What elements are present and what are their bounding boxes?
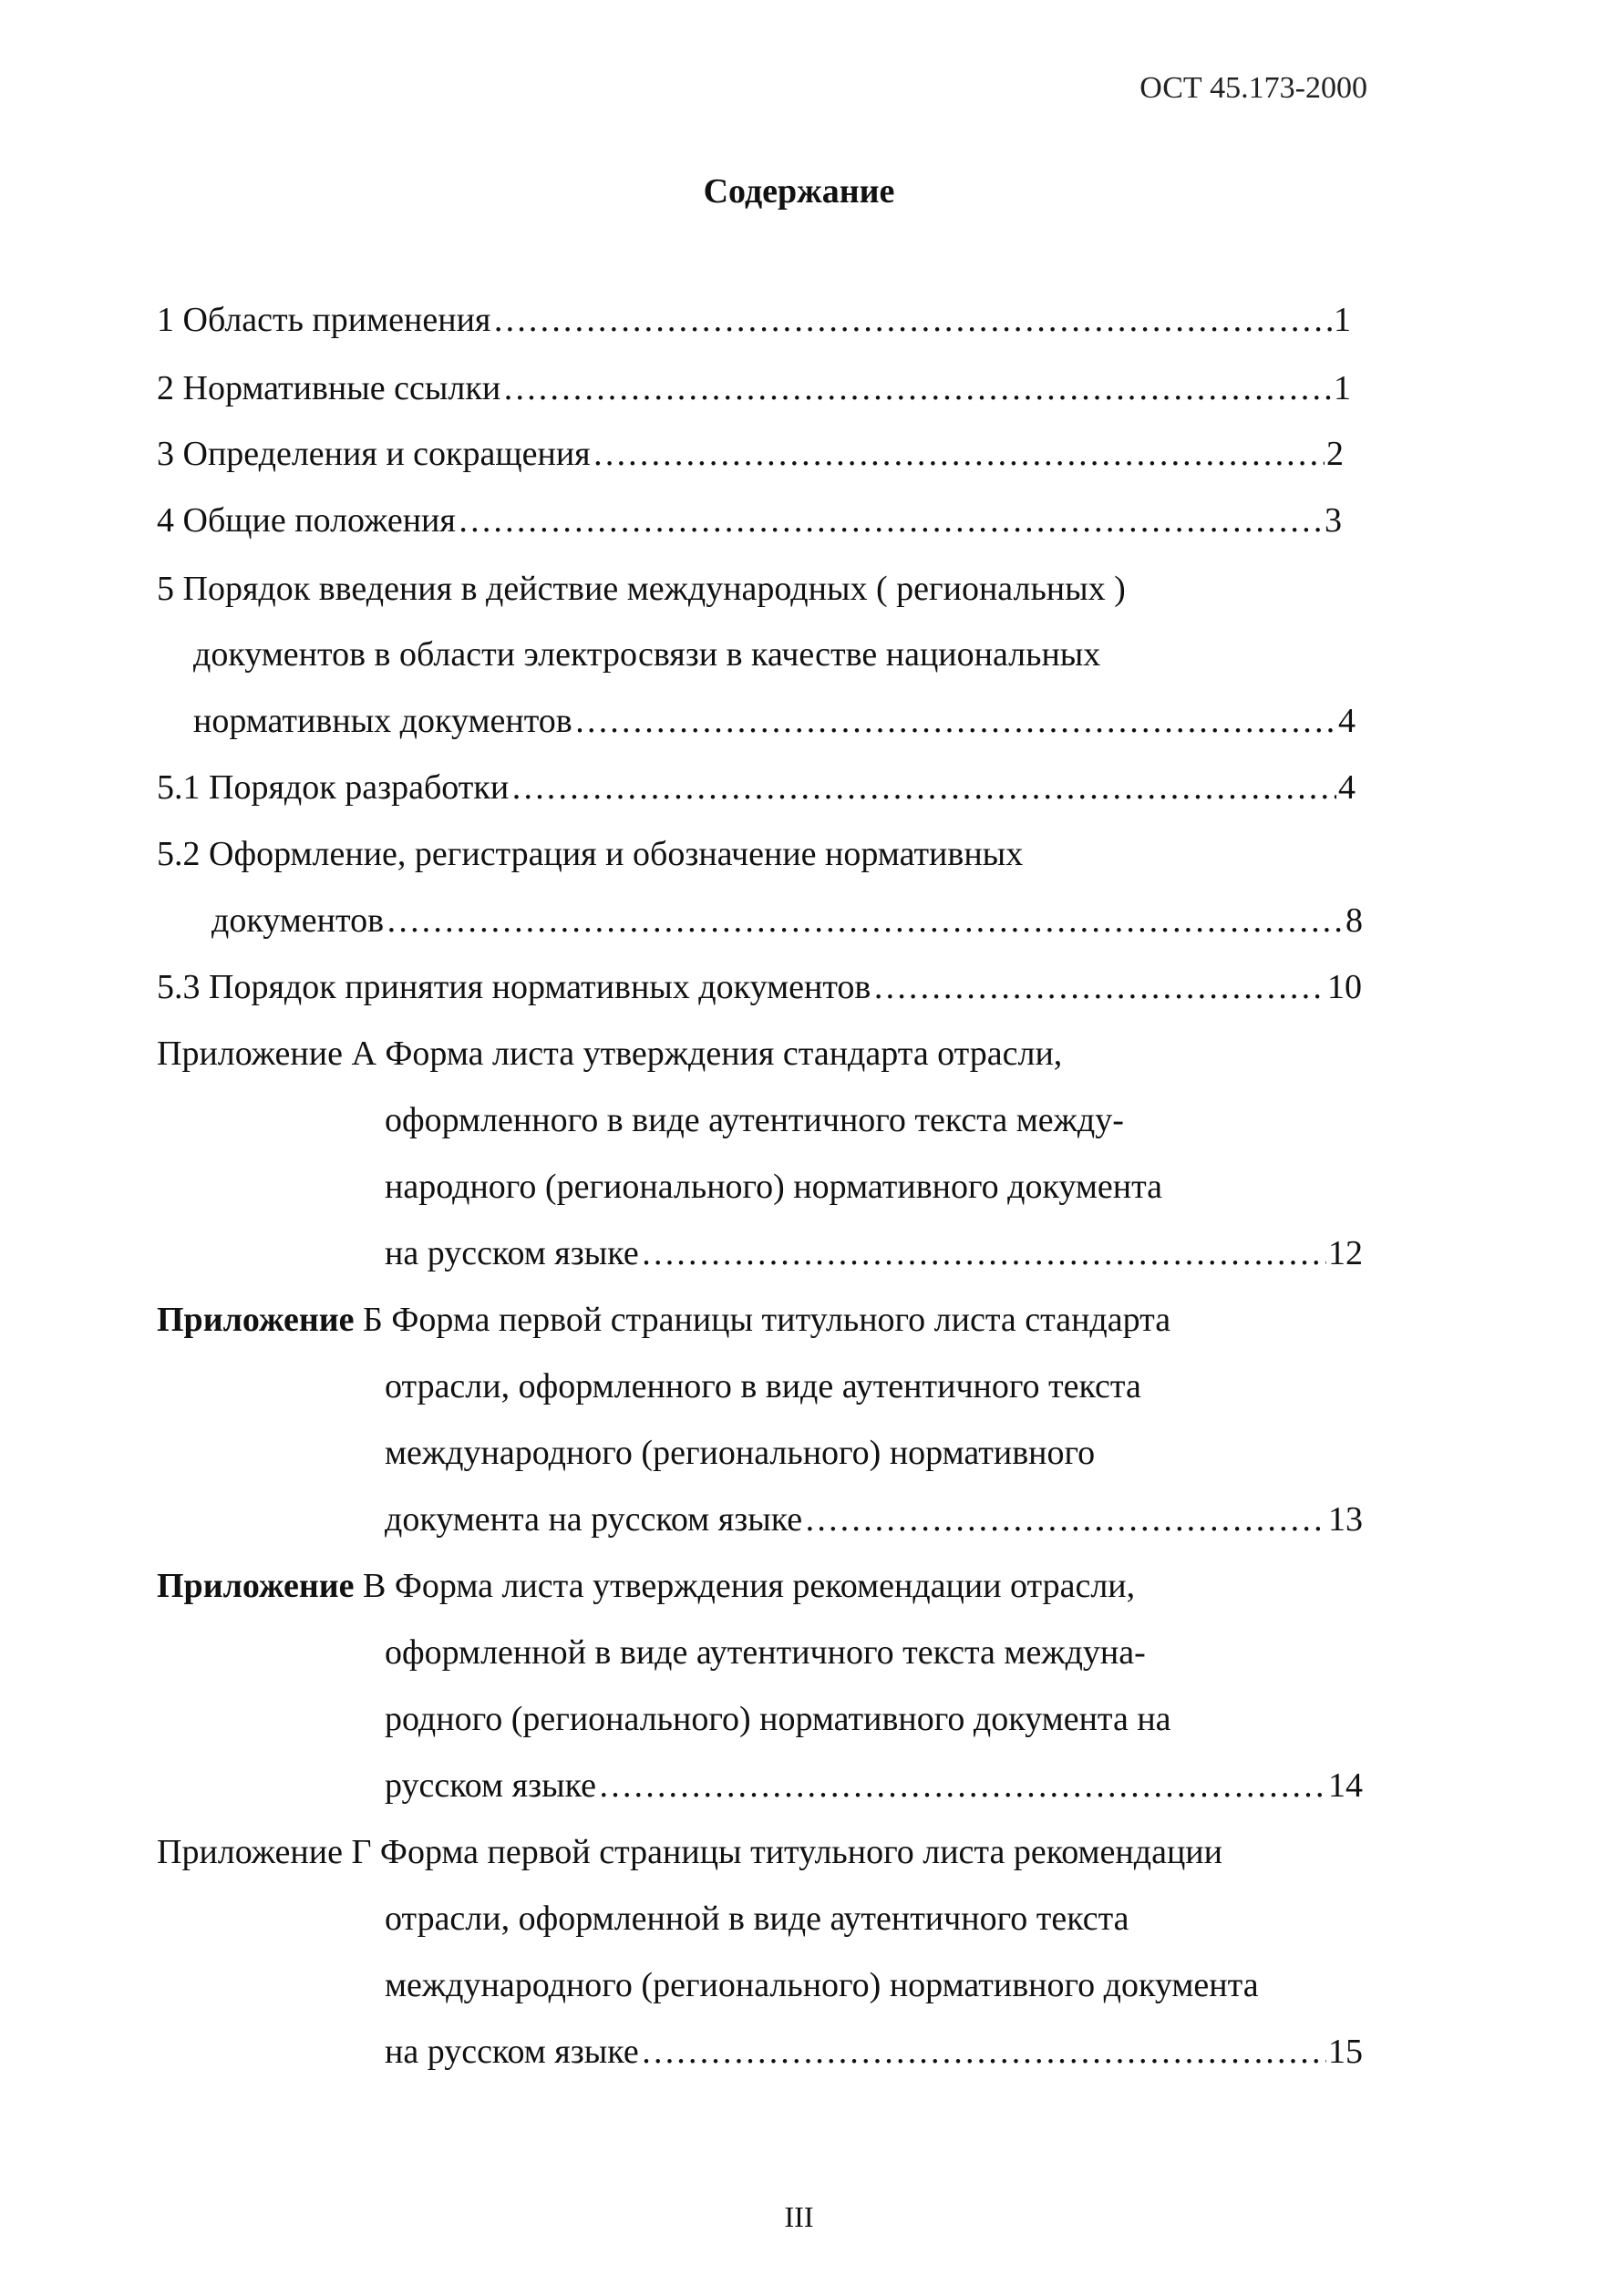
toc-entry-1[interactable] [157, 299, 1351, 341]
toc-entry-text: 5.3 Порядок принятия нормативных документов [157, 968, 871, 1006]
toc-entry-5-line-2[interactable]: документов в области электросвязи в качестве национальных [193, 635, 1101, 674]
toc-entry-text: документа на русском языке [385, 1500, 803, 1539]
toc-leader-dots [641, 2031, 1326, 2073]
toc-entry-3[interactable] [157, 433, 1344, 475]
toc-entry-text: 5.1 Порядок разработки [157, 768, 510, 807]
toc-page-number: 15 [1328, 2033, 1363, 2071]
toc-appendix-v-line-2[interactable]: оформленной в виде аутентичного текста междуна- [385, 1633, 1146, 1672]
toc-page-number: 13 [1328, 1500, 1363, 1539]
toc-entry-text: русском языке [385, 1766, 596, 1805]
toc-appendix-a-line-1[interactable] [157, 1033, 1062, 1075]
appendix-title: Форма первой страницы титульного листа стандарта [382, 1301, 1171, 1339]
toc-page-number: 1 [1334, 301, 1351, 339]
appendix-title: Форма первой страницы титульного листа рекомендации [371, 1833, 1222, 1871]
toc-appendix-v-line-1[interactable] [157, 1565, 1135, 1607]
toc-leader-dots [502, 367, 1332, 409]
toc-leader-dots [510, 767, 1336, 808]
toc-entry-5-1[interactable] [157, 767, 1356, 808]
appendix-label: Приложение [157, 1567, 355, 1605]
toc-leader-dots [598, 1765, 1326, 1807]
toc-entry-2[interactable] [157, 367, 1351, 409]
toc-appendix-v[interactable] [385, 1765, 1363, 1807]
toc-entry-5[interactable] [193, 700, 1356, 742]
appendix-label: Приложение [157, 1301, 355, 1339]
toc-leader-dots [386, 900, 1344, 942]
toc-entry-5-3[interactable] [157, 966, 1362, 1008]
toc-entry-text: 3 Определения и сокращения [157, 435, 591, 473]
toc-appendix-g-line-3[interactable]: международного (регионального) нормативного документа [385, 1966, 1259, 2004]
toc-entry-5-line-1[interactable]: 5 Порядок введения в действие международных ( региональных ) [157, 570, 1126, 608]
toc-page-number: 12 [1328, 1234, 1363, 1272]
toc-appendix-g[interactable] [385, 2031, 1363, 2073]
appendix-title: Форма листа утверждения стандарта отрасли, [376, 1035, 1063, 1073]
page-number: III [784, 2200, 814, 2233]
toc-appendix-v-line-3[interactable]: родного (регионального) нормативного документа на [385, 1700, 1171, 1738]
page-title: Содержание [703, 172, 895, 211]
toc-leader-dots [458, 499, 1323, 541]
appendix-letter: Б [354, 1301, 383, 1339]
toc-appendix-b-line-2[interactable]: отрасли, оформленного в виде аутентичного текста [385, 1367, 1141, 1405]
toc-entry-5-2[interactable] [211, 900, 1363, 942]
toc-entry-5-2-line-1[interactable]: 5.2 Оформление, регистрация и обозначение нормативных [157, 835, 1024, 873]
toc-appendix-a-line-3[interactable]: народного (регионального) нормативного документа [385, 1168, 1163, 1206]
toc-page-number: 3 [1325, 501, 1342, 540]
toc-entry-text: на русском языке [385, 1234, 639, 1272]
appendix-label: Приложение А [157, 1035, 376, 1073]
appendix-label: Приложение Г [157, 1833, 372, 1871]
toc-entry-text: 1 Область применения [157, 301, 491, 339]
toc-entry-text: на русском языке [385, 2033, 639, 2071]
appendix-title: Форма листа утверждения рекомендации отрасли, [386, 1567, 1136, 1605]
toc-leader-dots [641, 1232, 1326, 1274]
toc-page-number: 4 [1338, 702, 1356, 740]
toc-appendix-g-line-1[interactable] [157, 1831, 1222, 1873]
toc-appendix-a-line-2[interactable]: оформленного в виде аутентичного текста между- [385, 1101, 1124, 1139]
toc-page-number: 2 [1326, 435, 1344, 473]
toc-leader-dots [492, 299, 1332, 341]
toc-page-number: 10 [1327, 968, 1362, 1006]
toc-page-number: 14 [1328, 1766, 1363, 1805]
appendix-letter: В [354, 1567, 387, 1605]
toc-entry-4[interactable] [157, 499, 1342, 541]
toc-appendix-b-line-3[interactable]: международного (регионального) нормативного [385, 1434, 1096, 1472]
toc-entry-text: документов [211, 901, 385, 940]
toc-appendix-b[interactable] [385, 1498, 1363, 1540]
toc-entry-text: 2 Нормативные ссылки [157, 369, 501, 407]
toc-page-number: 4 [1338, 768, 1356, 807]
toc-appendix-g-line-2[interactable]: отрасли, оформленной в виде аутентичного текста [385, 1900, 1129, 1938]
toc-leader-dots [574, 700, 1336, 742]
toc-leader-dots [872, 966, 1325, 1008]
toc-leader-dots [593, 433, 1325, 475]
toc-appendix-a[interactable] [385, 1232, 1363, 1274]
document-code: ОСТ 45.173-2000 [1139, 71, 1367, 105]
toc-appendix-b-line-1[interactable] [157, 1299, 1170, 1341]
toc-entry-text: нормативных документов [193, 702, 572, 740]
toc-page-number: 8 [1345, 901, 1363, 940]
toc-page-number: 1 [1334, 369, 1351, 407]
toc-entry-text: 4 Общие положения [157, 501, 456, 540]
toc-leader-dots [804, 1498, 1326, 1540]
